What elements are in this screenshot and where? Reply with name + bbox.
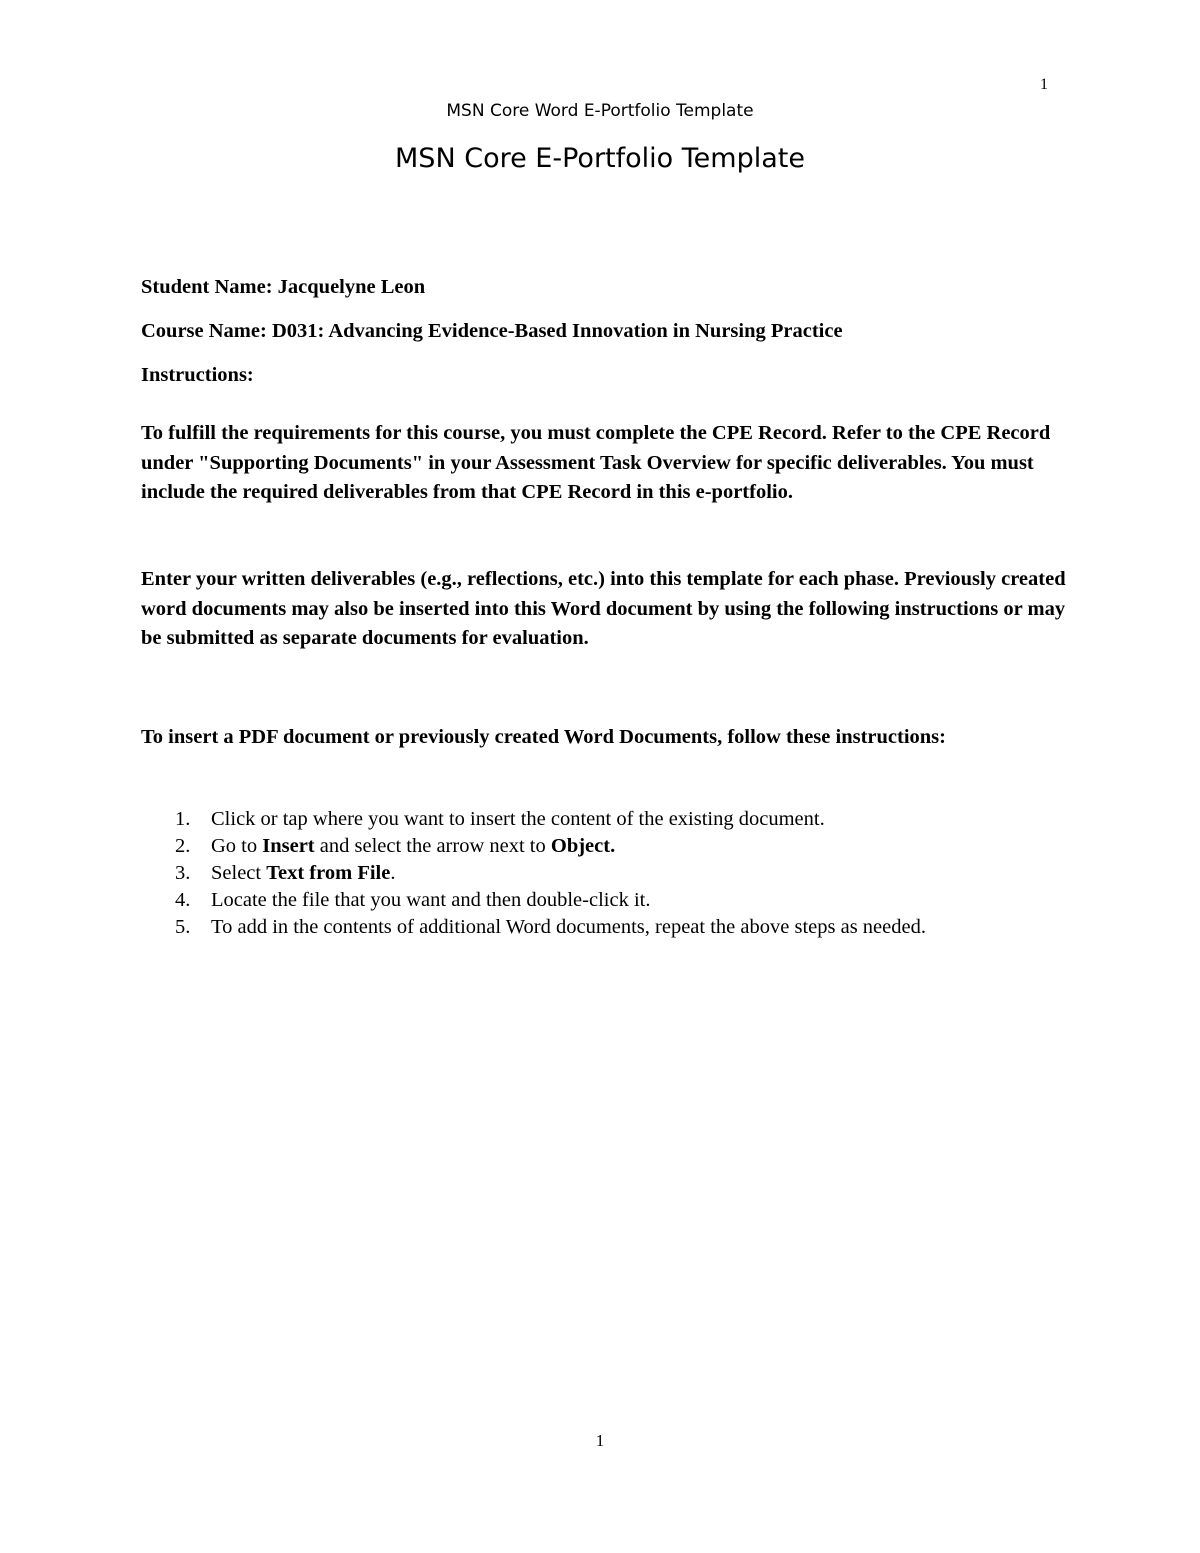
list-item	[175, 887, 1075, 914]
requirements-paragraph: To fulfill the requirements for this course, you must complete the CPE Record. Refer to the CPE Record under "Supporting Documents" in your Assessment Task Overview for specific deliverables. You must include the required deliverables from that CPE Record in this e-portfolio.	[141, 422, 1051, 503]
document-title: MSN Core E-Portfolio Template	[395, 143, 805, 174]
list-item-number: 4.	[175, 889, 191, 911]
list-item-number: 3.	[175, 862, 191, 884]
list-item-number: 1.	[175, 808, 191, 830]
list-item-text: Select Text from File.	[211, 862, 396, 884]
insert-steps-list	[175, 806, 1075, 941]
deliverables-paragraph: Enter your written deliverables (e.g., reflections, etc.) into this template for each phase. Previously created word documents may also be inserted into this Word document by using the following instructions or may be submitted as separate documents for evaluation.	[141, 568, 1066, 649]
list-item-number: 2.	[175, 835, 191, 857]
insert-instructions-heading: To insert a PDF document or previously created Word Documents, follow these instructions:	[141, 726, 946, 748]
list-item	[175, 833, 1075, 860]
course-name-line: Course Name: D031: Advancing Evidence-Based Innovation in Nursing Practice	[141, 320, 843, 342]
running-header: MSN Core Word E-Portfolio Template	[446, 101, 754, 121]
list-item	[175, 860, 1075, 887]
page-number-footer: 1	[595, 1431, 605, 1450]
student-name-line: Student Name: Jacquelyne Leon	[141, 276, 426, 298]
list-item-number: 5.	[175, 916, 191, 938]
list-item	[175, 806, 1075, 833]
page-number-top: 1	[1040, 76, 1048, 93]
list-item-text: To add in the contents of additional Word documents, repeat the above steps as needed.	[211, 916, 926, 938]
list-item-text: Go to Insert and select the arrow next to Object.	[211, 835, 616, 857]
instructions-heading: Instructions:	[141, 364, 254, 386]
list-item-text: Locate the file that you want and then double-click it.	[211, 889, 651, 911]
list-item-text: Click or tap where you want to insert the content of the existing document.	[211, 808, 825, 830]
list-item	[175, 914, 1075, 941]
